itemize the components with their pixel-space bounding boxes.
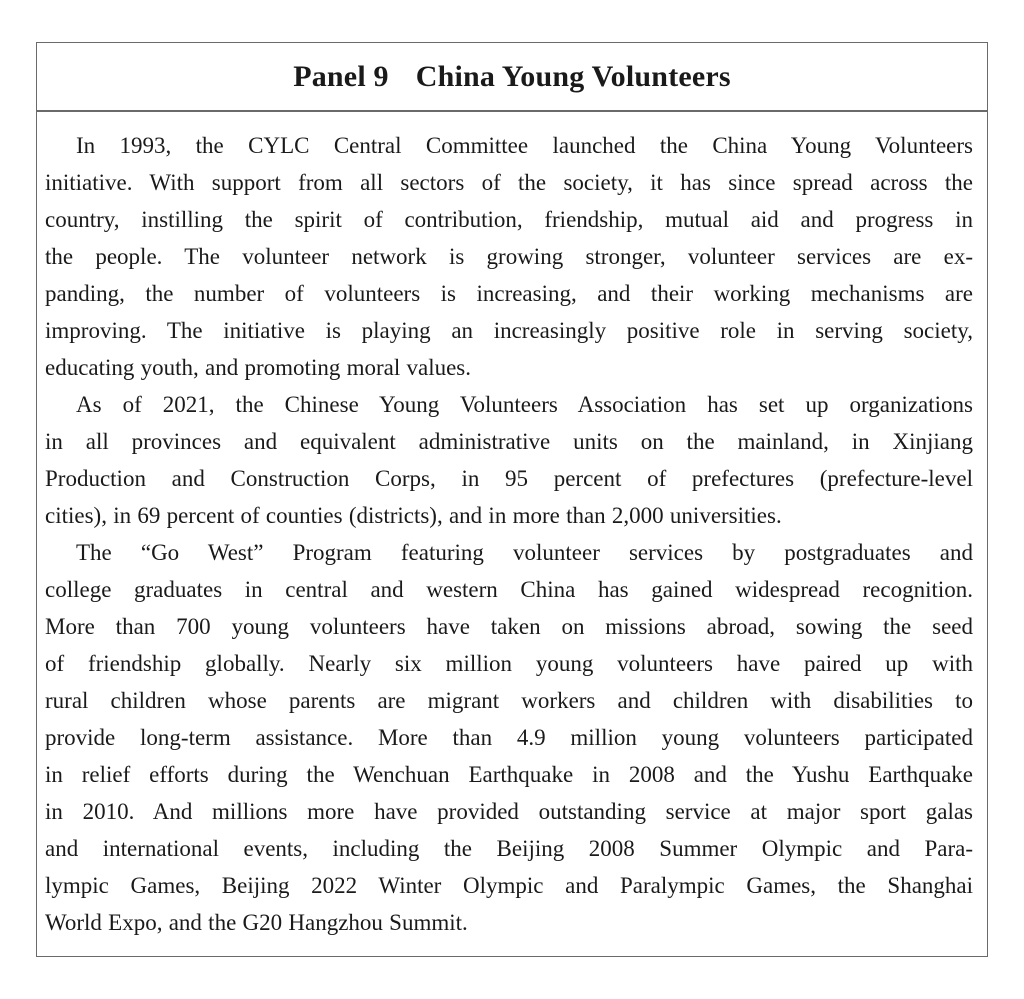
text-line: lympic Games, Beijing 2022 Winter Olympic and Paralympic Games, the Shanghai [45, 873, 973, 898]
text-line: initiative. With support from all sectors of the society, it has since spread across the [45, 170, 973, 195]
text-line: in relief efforts during the Wenchuan Earthquake in 2008 and the Yushu Earthquake [45, 762, 973, 787]
text-line: improving. The initiative is playing an increasingly positive role in serving society, [45, 318, 973, 343]
text-line: country, instilling the spirit of contribution, friendship, mutual aid and progress in [45, 207, 973, 232]
text-line: In 1993, the CYLC Central Committee launched the China Young Volunteers [76, 133, 973, 158]
text-line: More than 700 young volunteers have taken on missions abroad, sowing the seed [45, 614, 973, 639]
text-line: As of 2021, the Chinese Young Volunteers Association has set up organizations [76, 392, 973, 417]
paragraph-1 [45, 127, 973, 386]
text-line: educating youth, and promoting moral values. [45, 355, 471, 380]
panel-title: China Young Volunteers [415, 59, 731, 93]
paragraph-2 [45, 386, 973, 534]
text-line: of friendship globally. Nearly six million young volunteers have paired up with [45, 651, 973, 676]
text-line: and international events, including the Beijing 2008 Summer Olympic and Para- [45, 836, 973, 861]
text-line: cities), in 69 percent of counties (districts), and in more than 2,000 universities. [45, 503, 782, 528]
text-line: provide long-term assistance. More than 4.9 million young volunteers participated [45, 725, 973, 750]
panel-label: Panel 9 [293, 59, 389, 93]
panel-body [37, 112, 987, 941]
paragraph-3 [45, 534, 973, 941]
text-line: The “Go West” Program featuring volunteer services by postgraduates and [76, 540, 973, 565]
panel-box [36, 42, 988, 957]
text-line: rural children whose parents are migrant workers and children with disabilities to [45, 688, 973, 713]
text-line: the people. The volunteer network is growing stronger, volunteer services are ex- [45, 244, 973, 269]
text-line: World Expo, and the G20 Hangzhou Summit. [45, 910, 468, 935]
text-line: in all provinces and equivalent administrative units on the mainland, in Xinjiang [45, 429, 973, 454]
text-line: panding, the number of volunteers is increasing, and their working mechanisms are [45, 281, 973, 306]
text-line: college graduates in central and western China has gained widespread recognition. [45, 577, 973, 602]
text-line: Production and Construction Corps, in 95 percent of prefectures (prefecture-level [45, 466, 973, 491]
text-line: in 2010. And millions more have provided outstanding service at major sport galas [45, 799, 973, 824]
panel-header [37, 43, 987, 112]
